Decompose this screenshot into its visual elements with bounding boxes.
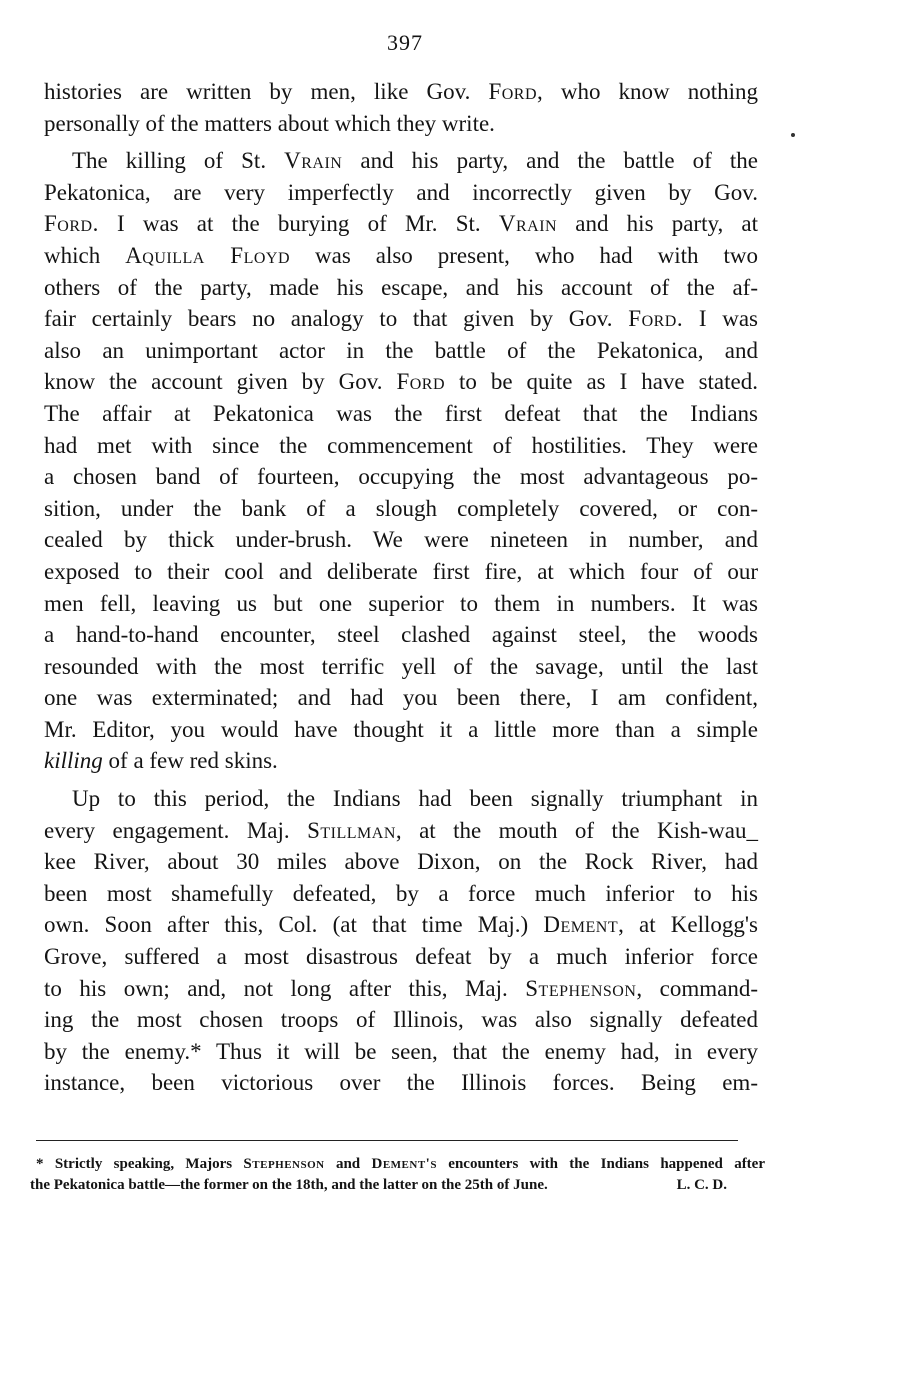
footnote-initials: L. C. D. (676, 1177, 727, 1193)
text-line: The killing of St. Vrain and his party, and the battle of the (72, 148, 758, 174)
ink-speck (791, 133, 795, 137)
text-line: ing the most chosen troops of Illinois, was also signally defeated (44, 1007, 758, 1033)
text-line: exposed to their cool and deliberate first fire, at which four of our (44, 558, 758, 584)
text-line: personally of the matters about which they write. (44, 110, 495, 136)
page-number: 397 (387, 30, 423, 55)
text-line: Up to this period, the Indians had been signally triumphant in (72, 786, 758, 812)
text-line: cealed by thick under-brush. We were nineteen in number, and (44, 527, 758, 553)
text-line: to his own; and, not long after this, Maj. Stephenson, command- (44, 975, 758, 1001)
text-line: Grove, suffered a most disastrous defeat by a much inferior force (44, 944, 758, 970)
text-line: Pekatonica, are very imperfectly and incorrectly given by Gov. (44, 179, 758, 205)
text-line: sition, under the bank of a slough completely covered, or con- (44, 495, 758, 521)
text-line: men fell, leaving us but one superior to them in numbers. It was (44, 590, 758, 616)
text-line: Mr. Editor, you would have thought it a little more than a simple (44, 716, 758, 742)
text-line: by the enemy.* Thus it will be seen, that the enemy had, in every (44, 1038, 758, 1064)
text-line: histories are written by men, like Gov. Ford, who know nothing (44, 79, 759, 104)
text-line: know the account given by Gov. Ford to be quite as I have stated. (44, 369, 758, 395)
footnote (30, 1154, 765, 1196)
text-line: kee River, about 30 miles above Dixon, on the Rock River, had (44, 849, 758, 875)
text-line: own. Soon after this, Col. (at that time Maj.) Dement, at Kellogg's (44, 912, 758, 938)
text-line: been most shamefully defeated, by a force much inferior to his (44, 880, 758, 906)
text-line: a hand-to-hand encounter, steel clashed against steel, the woods (44, 622, 758, 648)
text-line: instance, been victorious over the Illinois forces. Being em- (44, 1070, 758, 1096)
text-line: others of the party, made his escape, and his account of the af- (44, 274, 758, 300)
text-line: one was exterminated; and had you been there, I am confident, (44, 685, 758, 711)
text-line: fair certainly bears no analogy to that given by Gov. Ford. I was (44, 306, 758, 332)
text-line: a chosen band of fourteen, occupying the most advantageous po- (44, 464, 758, 490)
text-line: had met with since the commencement of hostilities. They were (44, 432, 758, 458)
text-line: every engagement. Maj. Stillman, at the mouth of the Kish-wau_ (44, 817, 758, 843)
footnote-divider (36, 1140, 738, 1141)
body-text (44, 76, 758, 1099)
paragraph-3 (44, 783, 758, 1099)
text-line: which Aquilla Floyd was also present, who had with two (44, 242, 758, 268)
text-line: resounded with the most terrific yell of the savage, until the last (44, 653, 758, 679)
paragraph-1 (44, 76, 758, 139)
text-line: also an unimportant actor in the battle of the Pekatonica, and (44, 337, 758, 363)
text-line: killing of a few red skins. (44, 748, 278, 774)
footnote-line: the Pekatonica battle—the former on the 18th, and the latter on the 25th of June. L. C. D. (30, 1175, 765, 1196)
text-line: Ford. I was at the burying of Mr. St. Vrain and his party, at (44, 211, 758, 237)
paragraph-2 (44, 145, 758, 777)
text-line: The affair at Pekatonica was the first defeat that the Indians (44, 400, 758, 426)
footnote-line: * Strictly speaking, Majors Stephenson and Dement's encounters with the Indians happened after (36, 1156, 765, 1172)
